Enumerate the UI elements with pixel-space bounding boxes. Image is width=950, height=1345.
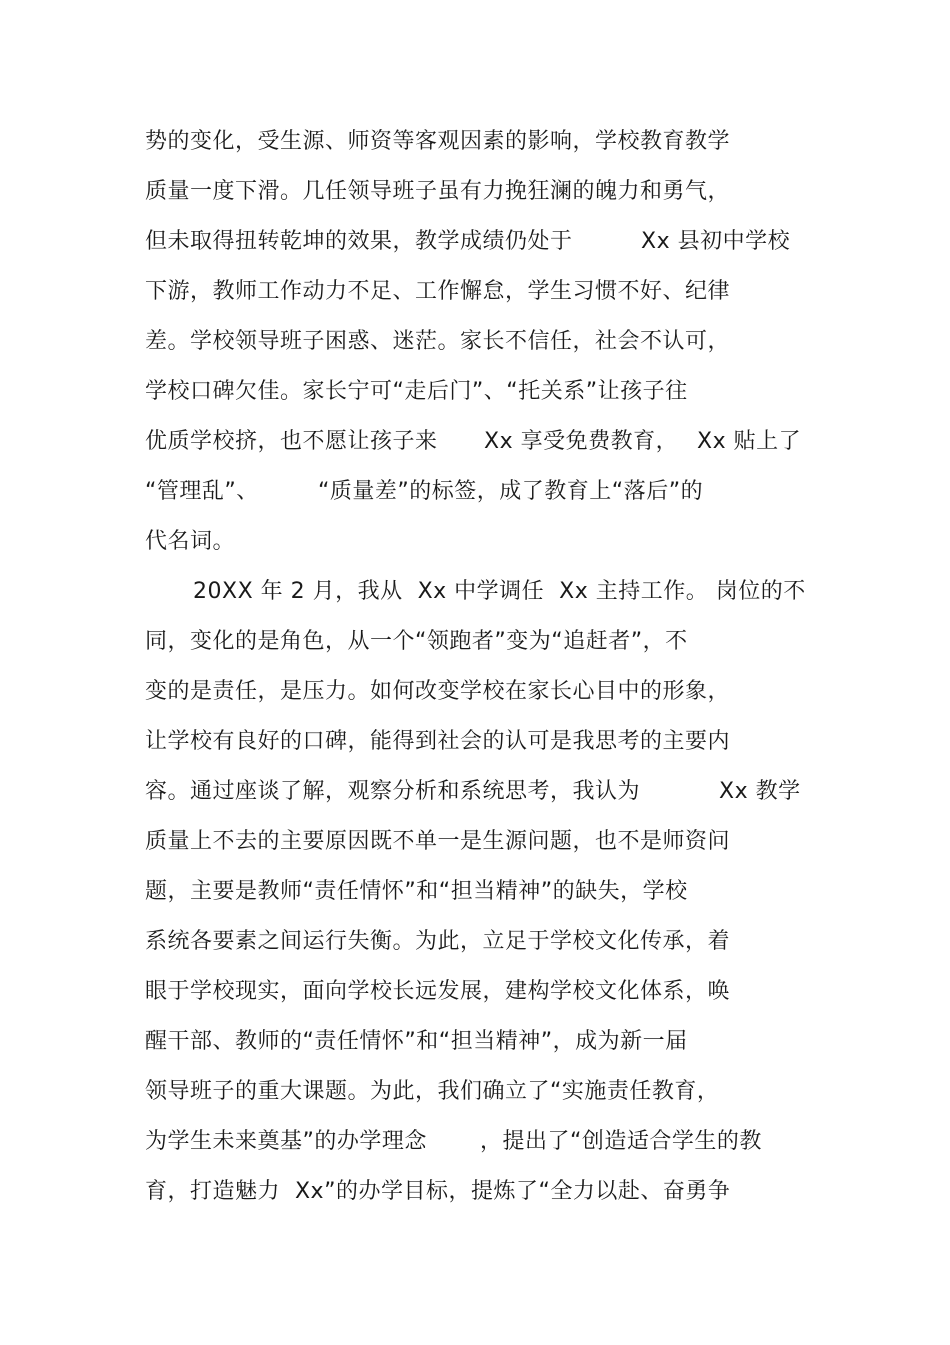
text-line bbox=[0, 1077, 950, 1107]
text-segment: 眼于学校现实，面向学校长远发展，建构学校文化体系，唤 bbox=[145, 979, 731, 1004]
text-segment: “管理乱”、 bbox=[145, 479, 259, 504]
text-line bbox=[0, 427, 950, 457]
text-segment: 为学生未来奠基”的办学理念 bbox=[145, 1129, 427, 1154]
text-segment: 系统各要素之间运行失衡。为此，立足于学校文化传承，着 bbox=[145, 929, 731, 954]
text-segment: 变的是责任，是压力。如何改变学校在家长心目中的形象， bbox=[145, 679, 731, 704]
text-segment: 醒干部、教师的“责任情怀”和“担当精神”，成为新一届 bbox=[145, 1029, 688, 1054]
text-line bbox=[0, 677, 950, 707]
text-segment: 容。通过座谈了解，观察分析和系统思考，我认为 bbox=[145, 779, 641, 804]
text-line bbox=[0, 1027, 950, 1057]
text-line bbox=[0, 727, 950, 757]
text-line bbox=[0, 177, 950, 207]
text-line bbox=[0, 277, 950, 307]
text-segment: 优质学校挤，也不愿让孩子来 bbox=[145, 429, 438, 454]
text-segment: 质量上不去的主要原因既不单一是生源问题，也不是师资问 bbox=[145, 829, 731, 854]
text-segment: 势的变化，受生源、师资等客观因素的影响，学校教育教学 bbox=[145, 129, 731, 154]
text-line bbox=[0, 627, 950, 657]
text-segment: 学校口碑欠佳。家长宁可“走后门”、“托关系”让孩子往 bbox=[145, 379, 688, 404]
text-line bbox=[0, 827, 950, 857]
text-line bbox=[0, 877, 950, 907]
text-line bbox=[0, 577, 950, 607]
text-segment: 差。学校领导班子困惑、迷茫。家长不信任，社会不认可， bbox=[145, 329, 731, 354]
text-line bbox=[0, 127, 950, 157]
text-segment: 代名词。 bbox=[145, 529, 236, 554]
text-segment: 下游，教师工作动力不足、工作懈怠，学生习惯不好、纪律 bbox=[145, 279, 731, 304]
text-segment: Xx 享受免费教育， bbox=[484, 429, 679, 454]
text-segment: Xx 贴上了 bbox=[697, 429, 802, 454]
text-line bbox=[0, 327, 950, 357]
text-segment: 同，变化的是角色，从一个“领跑者”变为“追赶者”，不 bbox=[145, 629, 688, 654]
text-line bbox=[0, 477, 950, 507]
text-segment: 20XX 年 2 月，我从 Xx 中学调任 Xx 主持工作。 岗位的不 bbox=[193, 579, 806, 604]
text-line bbox=[0, 1177, 950, 1207]
text-segment: 质量一度下滑。几任领导班子虽有力挽狂澜的魄力和勇气， bbox=[145, 179, 731, 204]
text-line bbox=[0, 927, 950, 957]
text-line bbox=[0, 1127, 950, 1157]
text-segment: 但未取得扭转乾坤的效果，教学成绩仍处于 bbox=[145, 229, 573, 254]
text-line bbox=[0, 777, 950, 807]
text-segment: “质量差”的标签，成了教育上“落后”的 bbox=[318, 479, 704, 504]
text-segment: 领导班子的重大课题。为此，我们确立了“实施责任教育， bbox=[145, 1079, 720, 1104]
text-segment: ，提出了“创造适合学生的教 bbox=[480, 1129, 762, 1154]
text-segment: Xx 县初中学校 bbox=[641, 229, 791, 254]
text-line bbox=[0, 227, 950, 257]
text-segment: 让学校有良好的口碑，能得到社会的认可是我思考的主要内 bbox=[145, 729, 731, 754]
text-line bbox=[0, 527, 950, 557]
text-segment: 育，打造魅力 Xx”的办学目标，提炼了“全力以赴、奋勇争 bbox=[145, 1179, 731, 1204]
text-segment: 题，主要是教师“责任情怀”和“担当精神”的缺失，学校 bbox=[145, 879, 688, 904]
text-line bbox=[0, 977, 950, 1007]
text-segment: Xx 教学 bbox=[719, 779, 801, 804]
text-line bbox=[0, 377, 950, 407]
